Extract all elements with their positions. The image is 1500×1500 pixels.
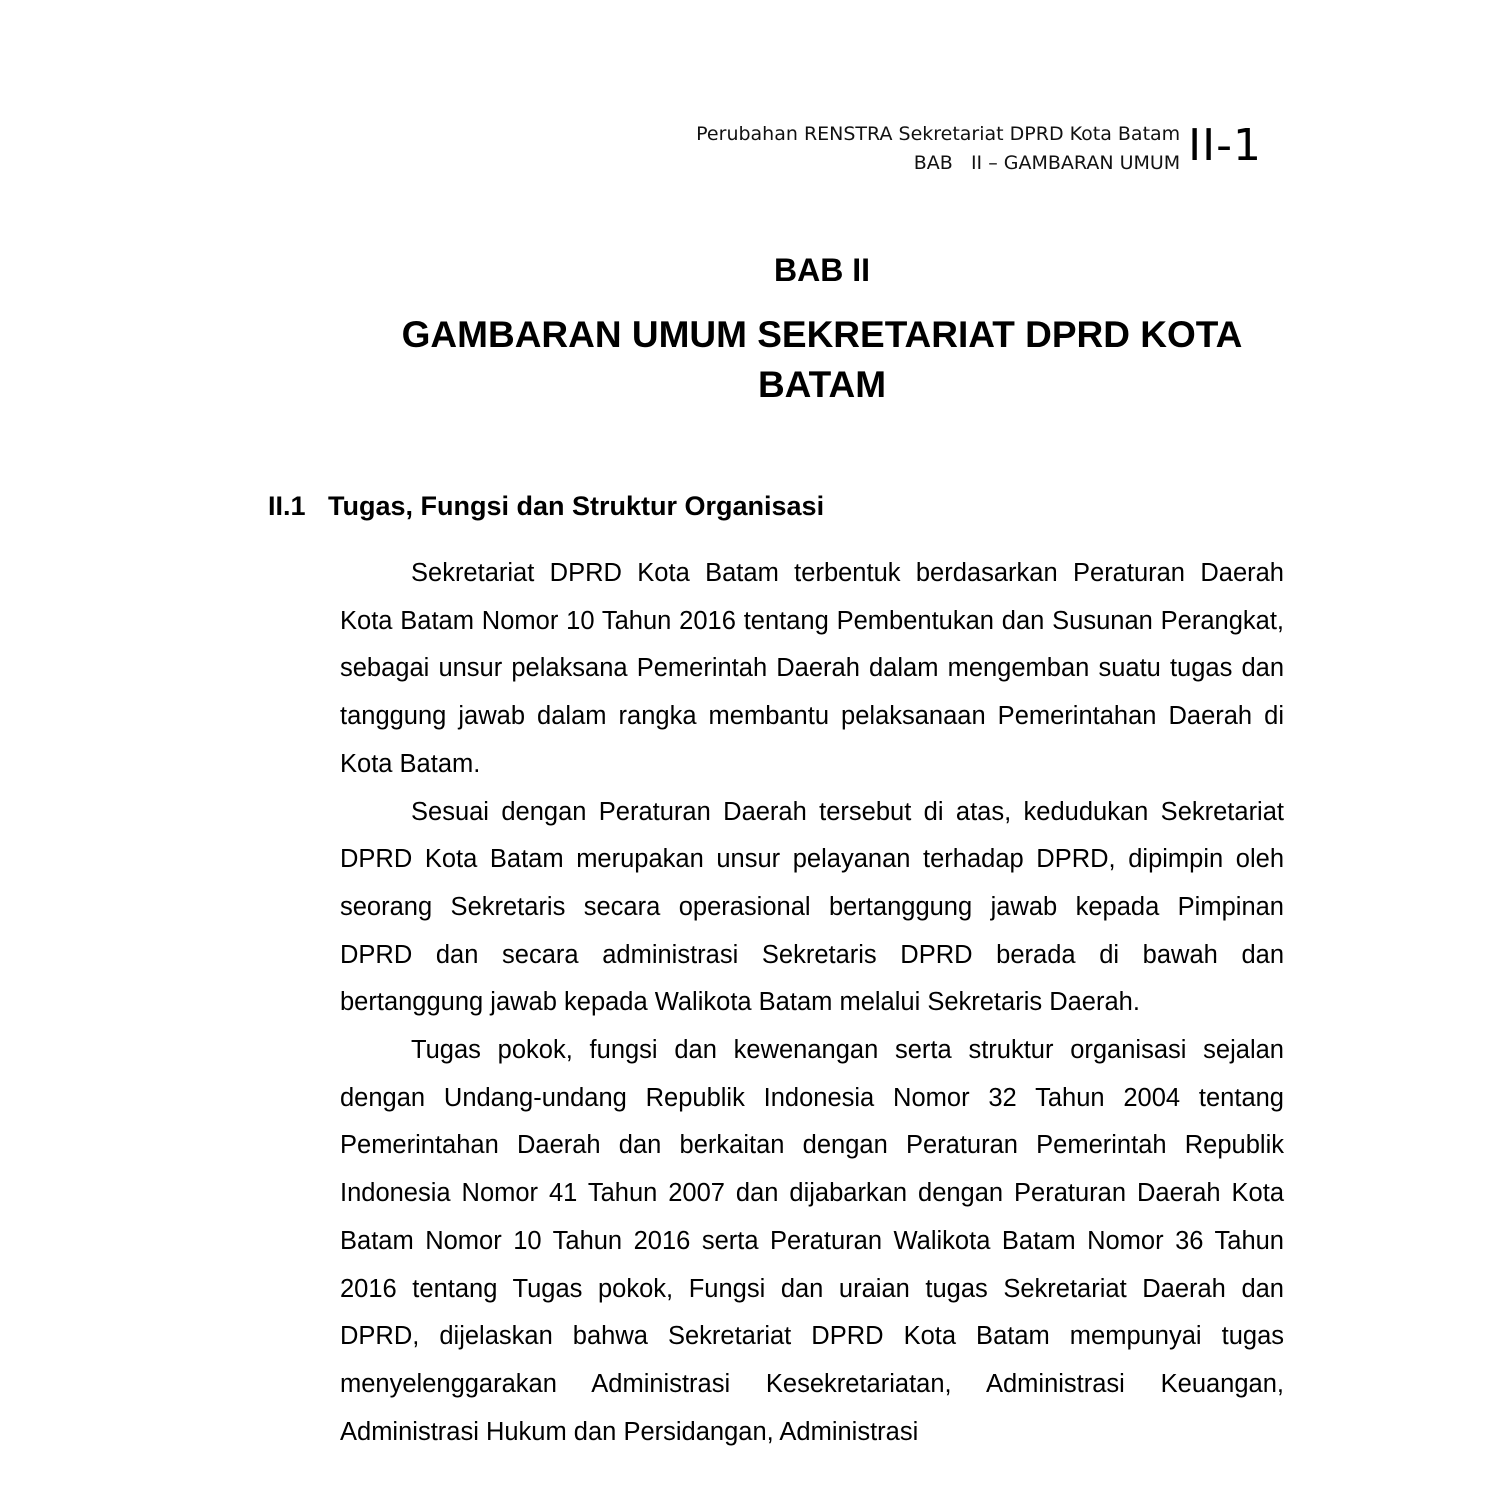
section-title: Tugas, Fungsi dan Struktur Organisasi [328, 491, 825, 521]
running-header-title: Perubahan RENSTRA Sekretariat DPRD Kota Batam [696, 123, 1181, 145]
running-header [696, 120, 1262, 178]
paragraph: Sesuai dengan Peraturan Daerah tersebut di atas, kedudukan Sekretariat DPRD Kota Batam merupakan unsur pelayanan terhadap DPRD, dipimpin oleh seorang Sekretaris secara operasional bertanggung jawab kepada Pimpinan DPRD dan secara administrasi Sekretaris DPRD berada di bawah dan bertanggung jawab kepada Walikota Batam melalui Sekretaris Daerah. [340, 797, 1284, 1017]
chapter-label: BAB II [774, 252, 870, 288]
chapter-title: GAMBARAN UMUM SEKRETARIAT DPRD KOTA BATAM [401, 314, 1243, 405]
body-text [340, 550, 1284, 1456]
section-heading [268, 488, 824, 524]
section-number: II.1 [268, 491, 306, 521]
running-header-chapter: BAB II – GAMBARAN UMUM [913, 152, 1181, 174]
page-number: II-1 [1188, 120, 1262, 171]
paragraph: Sekretariat DPRD Kota Batam terbentuk berdasarkan Peraturan Daerah Kota Batam Nomor 10 Tahun 2016 tentang Pembentukan dan Susunan Perangkat, sebagai unsur pelaksana Pemerintah Daerah dalam mengemban suatu tugas dan tanggung jawab dalam rangka membantu pelaksanaan Pemerintahan Daerah di Kota Batam. [340, 559, 1284, 778]
running-header-text [696, 120, 1180, 178]
paragraph: Tugas pokok, fungsi dan kewenangan serta struktur organisasi sejalan dengan Undang-undang Republik Indonesia Nomor 32 Tahun 2004 tentang Pemerintahan Daerah dan berkaitan dengan Peraturan Pemerintah Republik Indonesia Nomor 41 Tahun 2007 dan dijabarkan dengan Peraturan Daerah Kota Batam Nomor 10 Tahun 2016 serta Peraturan Walikota Batam Nomor 36 Tahun 2016 tentang Tugas pokok, Fungsi dan uraian tugas Sekretariat Daerah dan DPRD, dijelaskan bahwa Sekretariat DPRD Kota Batam mempunyai tugas menyelenggarakan Administrasi Kesekretariatan, Administrasi Keuangan, Administrasi Hukum dan Persidangan, Administrasi [340, 1036, 1284, 1446]
